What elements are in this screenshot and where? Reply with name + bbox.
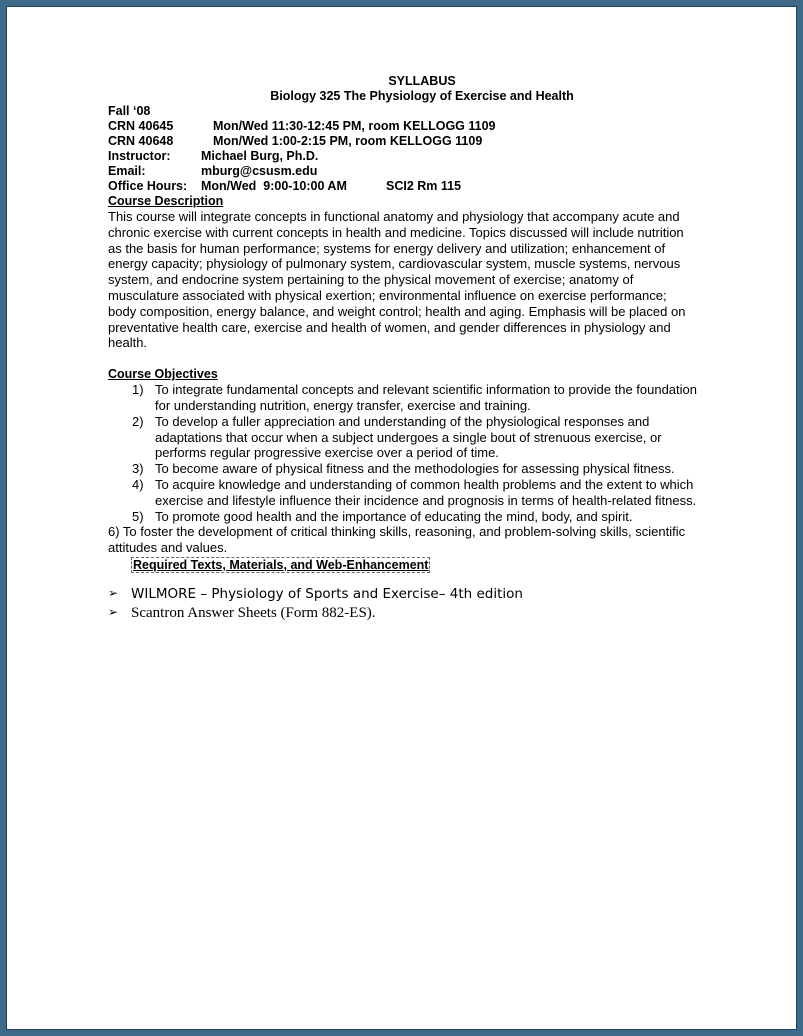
course-description-heading: Course Description — [108, 194, 224, 208]
scantron-item: Scantron Answer Sheets (Form 882-ES). — [131, 604, 376, 621]
course-title: Biology 325 The Physiology of Exercise and Health — [270, 89, 574, 103]
objective-text: To acquire knowledge and understanding of common health problems and the extent to which exercise and lifestyle influence their incidence and prognosis in terms of health-related fitness. — [155, 476, 697, 508]
objective-text: To develop a fuller appreciation and understanding of the physiological responses and adaptations that occur when a subject undergoes a single bout of strenuous exercise, or performs regular progressive exercise over a period of time. — [155, 413, 662, 461]
objective-text: To integrate fundamental concepts and relevant scientific information to provide the foundation for understanding nutrition, energy transfer, exercise and training. — [155, 382, 698, 413]
objective-item — [108, 382, 702, 414]
required-item — [108, 586, 702, 605]
textbook-item: WILMORE – Physiology of Sports and Exercise– 4th edition — [131, 585, 523, 602]
objective-number: 4) — [132, 476, 144, 492]
email-label: Email: — [108, 164, 146, 178]
objective-number: 3) — [132, 461, 144, 477]
objective-item — [108, 414, 702, 461]
term: Fall ‘08 — [108, 104, 151, 118]
crn-value: Mon/Wed 11:30-12:45 PM, room KELLOGG 1109 — [213, 119, 496, 133]
objective-item — [108, 477, 702, 509]
crn-value: Mon/Wed 1:00-2:15 PM, room KELLOGG 1109 — [213, 134, 483, 148]
arrow-bullet-icon: ➢ — [108, 604, 119, 619]
office-hours-label: Office Hours: — [108, 179, 188, 193]
crn-row-2 — [102, 134, 702, 149]
instructor-label: Instructor: — [108, 149, 171, 163]
objective-text: To become aware of physical fitness and the methodologies for assessing physical fitness. — [155, 461, 675, 477]
objective-number: 2) — [132, 413, 144, 429]
email-row — [102, 164, 702, 179]
objective-text: To promote good health and the importance of educating the mind, body, and spirit. — [155, 508, 633, 524]
required-item — [108, 605, 702, 624]
objective-item — [108, 509, 702, 525]
syllabus-document — [102, 74, 702, 624]
instructor-name: Michael Burg, Ph.D. — [201, 149, 319, 163]
office-hours-room: SCI2 Rm 115 — [386, 179, 462, 193]
office-hours-row — [102, 179, 702, 194]
office-hours-time: Mon/Wed 9:00-10:00 AM — [201, 179, 347, 193]
crn-row-1 — [102, 119, 702, 134]
objective-item-6: 6) To foster the development of critical thinking skills, reasoning, and problem-solving skills, scientific attitudes and values. — [108, 524, 686, 556]
crn-label: CRN 40648 — [108, 134, 174, 148]
course-objectives-heading: Course Objectives — [108, 367, 218, 382]
crn-label: CRN 40645 — [108, 119, 174, 133]
objective-number: 5) — [132, 508, 144, 524]
syllabus-title: SYLLABUS — [388, 74, 456, 88]
objective-number: 1) — [132, 382, 144, 398]
required-texts-heading: Required Texts, Materials, and Web-Enhancement — [133, 557, 429, 572]
course-description-text: This course will integrate concepts in functional anatomy and physiology that accompany acute and chronic exercise with current concepts in health and medicine. Topics discussed will include nutrition as the basis for human performance; systems for energy delivery and utilization; enhancement of energy capacity; physiology of pulmonary system, cardiovascular system, muscle systems, nervous system, and endocrine system pertaining to the physical movement of exercise; anatomy of musculature associated with physical exertion; environmental influence on exercise performance; body composition, energy balance, and weight control; health and aging. Emphasis will be placed on preventative health care, exercise and health of women, and gender differences in physiology and health. — [108, 209, 686, 351]
objective-item — [108, 461, 702, 477]
email-value: mburg@csusm.edu — [201, 164, 318, 178]
arrow-bullet-icon: ➢ — [108, 585, 119, 600]
instructor-row — [102, 149, 702, 164]
